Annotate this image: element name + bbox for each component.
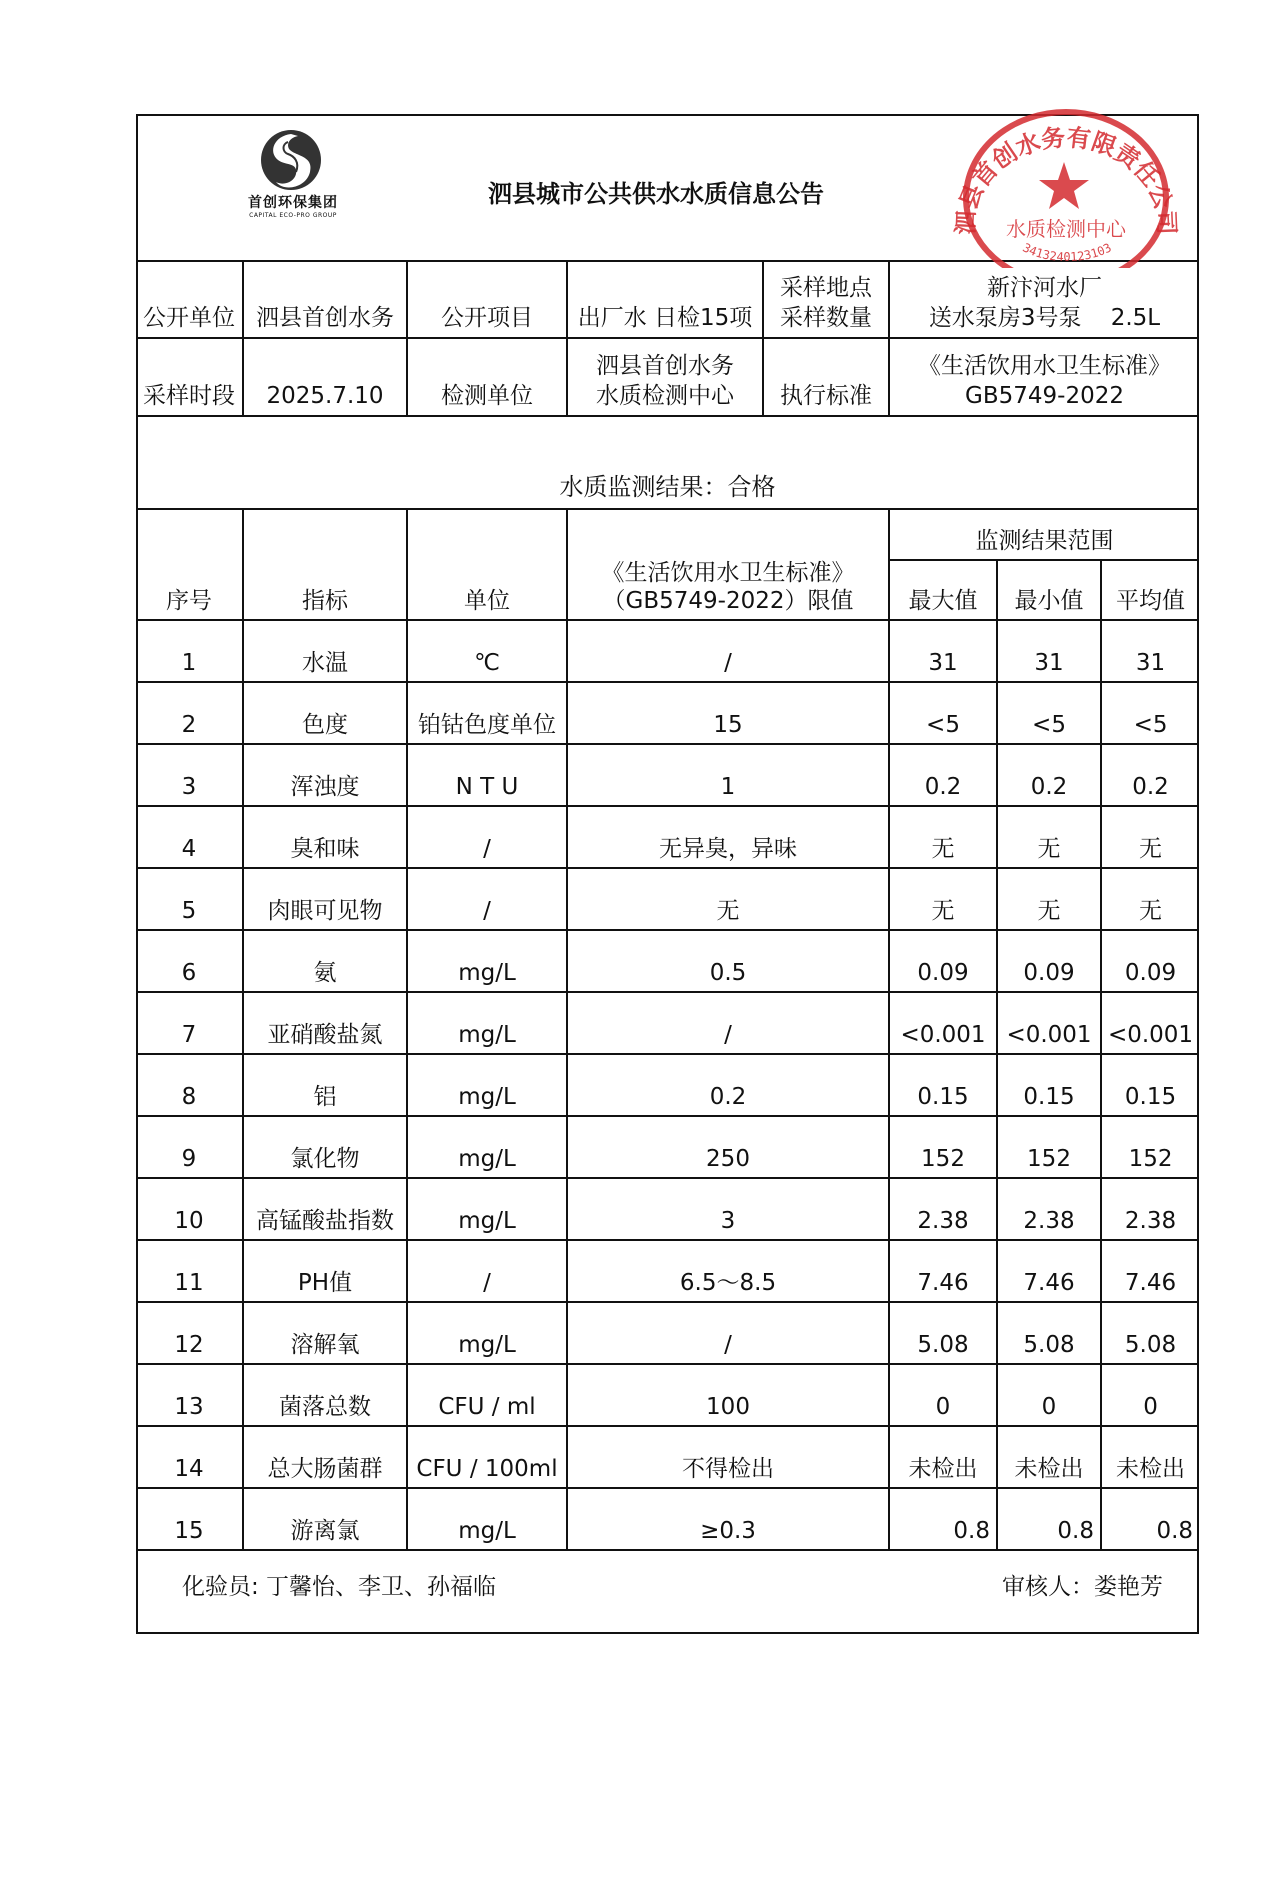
site-detail-text: 送水泵房3号泵 [928,305,1082,331]
cell-unit: CFU / 100ml [407,1426,567,1488]
logo-name: 首创环保集团 [248,195,338,211]
company-logo-icon [226,122,356,242]
cell-min: 0.15 [997,1054,1101,1116]
cell-max: 0 [889,1364,997,1426]
notice-sheet [136,114,1199,1634]
col-min: 最小值 [997,560,1101,620]
std-value [889,338,1199,416]
seal-center-text: 水质检测中心 [1006,217,1126,241]
cell-seq: 1 [136,620,243,682]
cell-limit: 1 [567,744,889,806]
cell-indicator: 色度 [243,682,407,744]
site-detail [892,303,1197,333]
cell-max: 31 [889,620,997,682]
publisher-label: 公开单位 [136,262,243,338]
std-label: 执行标准 [763,338,889,416]
info-row [136,338,1199,416]
cell-unit: 铂钴色度单位 [407,682,567,744]
cell-seq: 6 [136,930,243,992]
svg-text:3413240123103 [1020,240,1113,264]
cell-indicator: 氨 [243,930,407,992]
cell-unit: mg/L [407,930,567,992]
cell-limit: 100 [567,1364,889,1426]
table-row [136,806,1199,868]
cell-max: 无 [889,806,997,868]
table-row [136,1364,1199,1426]
cell-indicator: 溶解氧 [243,1302,407,1364]
cell-limit: 不得检出 [567,1426,889,1488]
cell-max: 152 [889,1116,997,1178]
results-table [136,510,1199,1551]
std-line2: GB5749-2022 [965,383,1124,409]
cell-max: 无 [889,868,997,930]
cell-seq: 4 [136,806,243,868]
cell-min: 152 [997,1116,1101,1178]
cell-seq: 9 [136,1116,243,1178]
cell-min: 5.08 [997,1302,1101,1364]
cell-max: 7.46 [889,1240,997,1302]
table-row [136,620,1199,682]
cell-unit: mg/L [407,1116,567,1178]
cell-seq: 7 [136,992,243,1054]
publisher-value: 泗县首创水务 [243,262,407,338]
cell-unit: mg/L [407,1054,567,1116]
cell-seq: 14 [136,1426,243,1488]
table-row [136,1302,1199,1364]
table-row [136,1116,1199,1178]
monitoring-result-banner [136,416,1199,510]
cell-max: <5 [889,682,997,744]
cell-avg: <5 [1101,682,1199,744]
cell-limit: 3 [567,1178,889,1240]
cell-avg: 无 [1101,806,1199,868]
cell-avg: 0.09 [1101,930,1199,992]
cell-min: 0.09 [997,930,1101,992]
cell-unit: ℃ [407,620,567,682]
cell-avg: 2.38 [1101,1178,1199,1240]
lab-value [567,338,763,416]
col-indicator: 指标 [243,510,407,620]
cell-limit: ≥0.3 [567,1488,889,1550]
cell-indicator: 总大肠菌群 [243,1426,407,1488]
cell-seq: 11 [136,1240,243,1302]
cell-limit: 6.5～8.5 [567,1240,889,1302]
results-body [136,620,1199,1550]
cell-unit: mg/L [407,1488,567,1550]
cell-seq: 10 [136,1178,243,1240]
cell-indicator: 臭和味 [243,806,407,868]
cell-avg: 0.15 [1101,1054,1199,1116]
col-range: 监测结果范围 [889,510,1199,560]
table-row [136,744,1199,806]
table-row [136,868,1199,930]
cell-min: 未检出 [997,1426,1101,1488]
page-title: 泗县城市公共供水水质信息公告 [488,180,824,208]
reviewer: 审核人：娄艳芳 [1002,1574,1163,1600]
cell-avg: 无 [1101,868,1199,930]
cell-min: <5 [997,682,1101,744]
site-qty-labels [763,262,889,338]
cell-limit: / [567,1302,889,1364]
table-row [136,930,1199,992]
col-limit-line2: （GB5749-2022）限值 [602,588,854,614]
notice-header [136,114,1199,265]
cell-avg: 31 [1101,620,1199,682]
col-seq: 序号 [136,510,243,620]
seal-text: 泗县首创水务有限责任公司 [951,123,1181,236]
cell-seq: 15 [136,1488,243,1550]
cell-seq: 12 [136,1302,243,1364]
cell-avg: 未检出 [1101,1426,1199,1488]
monitoring-result-text: 水质监测结果：合格 [559,473,776,501]
cell-limit: 无 [567,868,889,930]
logo-subtitle: CAPITAL ECO-PRO GROUP [249,212,337,219]
cell-min: 0.8 [997,1488,1101,1550]
period-value: 2025.7.10 [243,338,407,416]
cell-indicator: PH值 [243,1240,407,1302]
cell-unit: CFU / ml [407,1364,567,1426]
info-row [136,262,1199,338]
cell-avg: 0 [1101,1364,1199,1426]
table-header-row [136,510,1199,560]
lab-label: 检测单位 [407,338,567,416]
cell-seq: 8 [136,1054,243,1116]
cell-indicator: 水温 [243,620,407,682]
cell-avg: 0.8 [1101,1488,1199,1550]
cell-unit: mg/L [407,1178,567,1240]
cell-min: 31 [997,620,1101,682]
cell-min: 2.38 [997,1178,1101,1240]
cell-avg: 152 [1101,1116,1199,1178]
cell-min: 无 [997,806,1101,868]
cell-indicator: 氯化物 [243,1116,407,1178]
table-row [136,1178,1199,1240]
cell-unit: mg/L [407,1302,567,1364]
cell-limit: 0.2 [567,1054,889,1116]
cell-limit: 15 [567,682,889,744]
seal-number: 3413240123103 [1020,240,1114,265]
table-row [136,1488,1199,1550]
cell-indicator: 高锰酸盐指数 [243,1178,407,1240]
cell-max: 2.38 [889,1178,997,1240]
cell-limit: / [567,620,889,682]
cell-max: 0.15 [889,1054,997,1116]
sampling-info-table [136,262,1199,417]
cell-min: <0.001 [997,992,1101,1054]
cell-limit: 0.5 [567,930,889,992]
cell-limit: / [567,992,889,1054]
cell-min: 0.2 [997,744,1101,806]
cell-unit: / [407,1240,567,1302]
seal-star-icon [1039,162,1089,209]
table-row [136,992,1199,1054]
col-avg: 平均值 [1101,560,1199,620]
table-row [136,1426,1199,1488]
cell-avg: 7.46 [1101,1240,1199,1302]
cell-max: <0.001 [889,992,997,1054]
cell-min: 7.46 [997,1240,1101,1302]
cell-indicator: 菌落总数 [243,1364,407,1426]
cell-avg: 0.2 [1101,744,1199,806]
item-value: 出厂水 日检15项 [567,262,763,338]
cell-unit: N T U [407,744,567,806]
cell-seq: 3 [136,744,243,806]
cell-indicator: 肉眼可见物 [243,868,407,930]
item-label: 公开项目 [407,262,567,338]
cell-max: 0.8 [889,1488,997,1550]
lab-line1: 泗县首创水务 [596,353,734,379]
site-value: 新汴河水厂 [987,275,1102,301]
analysts: 化验员: 丁馨怡、李卫、孙福临 [182,1574,497,1600]
table-row [136,1240,1199,1302]
cell-limit: 250 [567,1116,889,1178]
col-limit [567,510,889,620]
signature-line [136,1568,1199,1608]
table-row [136,1054,1199,1116]
cell-indicator: 游离氯 [243,1488,407,1550]
site-label: 采样地点 [780,275,872,301]
cell-max: 5.08 [889,1302,997,1364]
lab-line2: 水质检测中心 [596,383,734,409]
qty-label: 采样数量 [780,305,872,331]
cell-indicator: 浑浊度 [243,744,407,806]
cell-avg: 5.08 [1101,1302,1199,1364]
table-row [136,682,1199,744]
cell-max: 0.2 [889,744,997,806]
cell-max: 未检出 [889,1426,997,1488]
cell-seq: 5 [136,868,243,930]
site-qty-values [889,262,1199,338]
qty-value: 2.5L [1110,305,1161,331]
company-seal-stamp [936,108,1192,268]
cell-limit: 无异臭，异味 [567,806,889,868]
cell-max: 0.09 [889,930,997,992]
col-unit: 单位 [407,510,567,620]
cell-min: 0 [997,1364,1101,1426]
cell-seq: 2 [136,682,243,744]
std-line1: 《生活饮用水卫生标准》 [918,353,1171,379]
cell-min: 无 [997,868,1101,930]
cell-seq: 13 [136,1364,243,1426]
cell-avg: <0.001 [1101,992,1199,1054]
cell-indicator: 铝 [243,1054,407,1116]
cell-unit: mg/L [407,992,567,1054]
cell-unit: / [407,806,567,868]
cell-indicator: 亚硝酸盐氮 [243,992,407,1054]
cell-unit: / [407,868,567,930]
period-label: 采样时段 [136,338,243,416]
col-limit-line1: 《生活饮用水卫生标准》 [601,560,855,586]
col-max: 最大值 [889,560,997,620]
